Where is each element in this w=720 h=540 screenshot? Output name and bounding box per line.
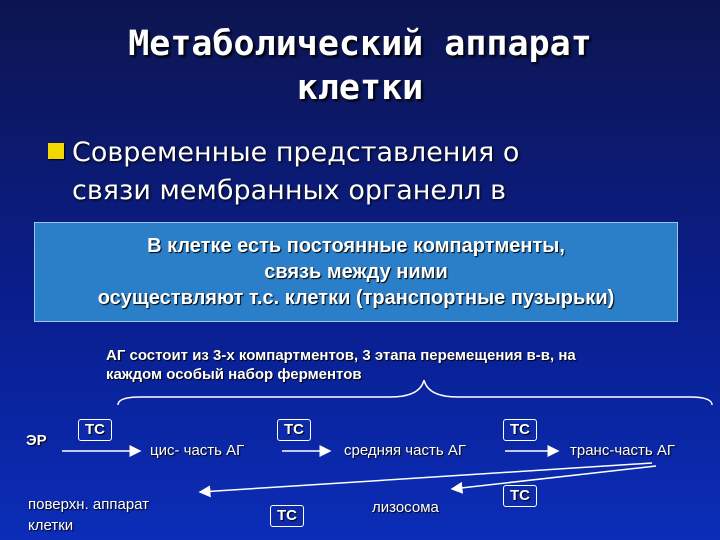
callout-line-1: В клетке есть постоянные компартменты,	[147, 235, 565, 257]
title-line-2: клетки	[296, 68, 424, 108]
trans-golgi-label: транс-часть АГ	[570, 442, 675, 459]
callout-line-3: осуществляют т.с. клетки (транспортные пузырьки)	[97, 287, 615, 309]
arrow-trans-to-surface	[200, 463, 652, 492]
callout-line-2: связь между ними	[264, 261, 448, 283]
golgi-brace	[118, 380, 712, 405]
cis-golgi-label: цис- часть АГ	[150, 442, 245, 459]
bullet-line-1: Современные представления о	[72, 137, 520, 168]
bullet-line-2: связи мембранных органелл в	[72, 175, 507, 206]
note-line-1: АГ состоит из 3-х компартментов, 3 этапа перемещения в-в, на	[106, 347, 576, 364]
title-line-1: Метаболический аппарат	[128, 24, 592, 64]
tc-badge: ТС	[78, 419, 112, 441]
er-label: ЭР	[26, 432, 47, 449]
tc-badge: ТС	[277, 419, 311, 441]
lysosome-label: лизосома	[372, 499, 439, 516]
tc-badge: ТС	[503, 419, 537, 441]
surface-apparatus-label	[28, 494, 149, 536]
tc-badge: ТС	[270, 505, 304, 527]
surface-line-1: поверхн. аппарат	[28, 496, 150, 513]
tc-badge: ТС	[503, 485, 537, 507]
note-line-2: каждом особый набор ферментов	[106, 366, 362, 383]
surface-line-2: клетки	[28, 517, 74, 534]
medial-golgi-label: средняя часть АГ	[344, 442, 466, 459]
